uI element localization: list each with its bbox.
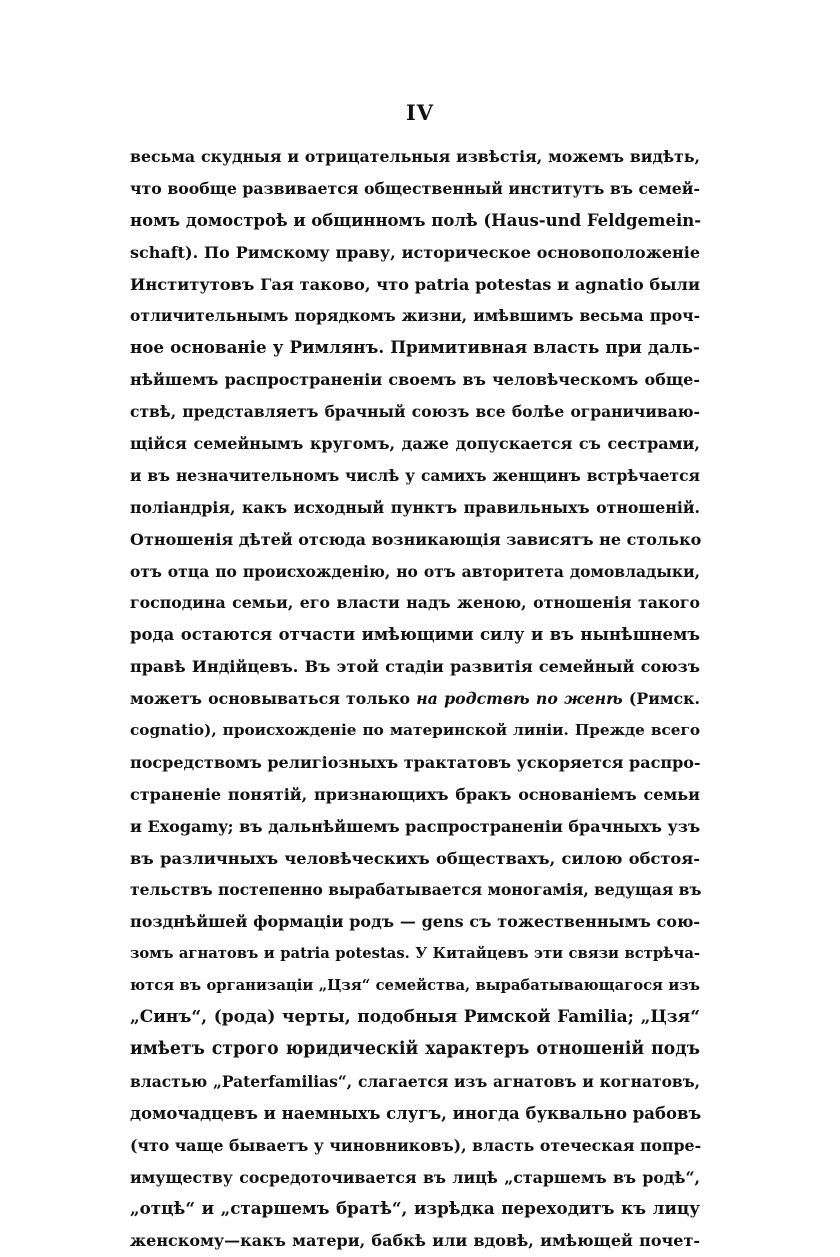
text-line: нѣйшемъ распространеніи своемъ въ человѣческомъ обще- bbox=[130, 370, 700, 390]
text-line: cognatio), происхожденіе по материнской линіи. Прежде всего bbox=[130, 721, 700, 740]
text-line: отъ отца по происхожденію, но отъ авторитета домовладыки, bbox=[130, 561, 700, 581]
text-line: и въ незначительномъ числѣ у самихъ женщинъ встрѣчается bbox=[130, 465, 700, 485]
text-line: Институтовъ Гая таково, что patria potestas и agnatio были bbox=[130, 274, 700, 294]
text-line: поліандрія, какъ исходный пунктъ правильныхъ отношеній. bbox=[130, 497, 700, 517]
text-line: ются въ организаціи „Цзя“ семейства, вырабатывающагося изъ bbox=[130, 977, 700, 995]
text-line: отличительнымъ порядкомъ жизни, имѣвшимъ весьма проч- bbox=[130, 306, 700, 326]
text-line: позднѣйшей формаціи родъ — gens съ тожественнымъ сою- bbox=[130, 912, 700, 932]
text-line-with-italic bbox=[130, 683, 700, 715]
text-line: (что чаще бываетъ у чиновниковъ), власть отеческая попре- bbox=[130, 1135, 702, 1155]
text-line: рода остаются отчасти имѣющими силу и въ нынѣшнемъ bbox=[130, 625, 700, 645]
text-line: и Exogamy; въ дальнѣйшемъ распространеніи брачныхъ узъ bbox=[130, 816, 701, 836]
body-text bbox=[130, 141, 700, 1257]
italic-phrase: на родствѣ по женѣ bbox=[416, 689, 623, 709]
text-line: schaft). По Римскому праву, историческое основоположеніе bbox=[130, 242, 700, 262]
text-line: страненіе понятій, признающихъ бракъ основаніемъ семьи bbox=[130, 784, 700, 804]
text-line: женскому—какъ матери, бабкѣ или вдовѣ, имѣющей почет- bbox=[130, 1231, 700, 1251]
text-line: господина семьи, его власти надъ женою, отношенія такого bbox=[130, 593, 700, 613]
text-segment: можетъ основываться только bbox=[130, 689, 417, 709]
text-line: что вообще развивается общественный институтъ въ семей- bbox=[130, 178, 700, 198]
text-line: ное основаніе у Римлянъ. Примитивная власть при даль- bbox=[130, 337, 700, 358]
text-segment: (Римск. bbox=[622, 689, 701, 709]
text-line: имѣетъ строго юридическій характеръ отношеній подъ bbox=[130, 1038, 700, 1059]
text-line: номъ домостроѣ и общинномъ полѣ (Haus-und Feldgemein- bbox=[130, 210, 702, 230]
page-number: IV bbox=[405, 100, 435, 125]
text-line: правѣ Индійцевъ. Въ этой стадіи развитія семейный союзъ bbox=[130, 657, 700, 677]
text-line: имуществу сосредоточивается въ лицѣ „старшемъ въ родѣ“, bbox=[130, 1167, 700, 1187]
text-line: въ различныхъ человѣческихъ обществахъ, силою обстоя- bbox=[130, 848, 700, 868]
text-line: властью „Paterfamilias“, слагается изъ агнатовъ и когнатовъ, bbox=[130, 1071, 700, 1091]
text-line: Отношенія дѣтей отсюда возникающія зависятъ не столько bbox=[130, 529, 702, 549]
text-line: зомъ агнатовъ и patria potestas. У Китайцевъ эти связи встрѣча- bbox=[130, 945, 700, 963]
text-line: тельствъ постепенно вырабатывается моногамія, ведущая въ bbox=[130, 880, 702, 900]
text-line: щійся семейнымъ кругомъ, даже допускается съ сестрами, bbox=[130, 434, 700, 454]
text-line: „Синъ“, (рода) черты, подобныя Римской Familia; „Цзя“ bbox=[130, 1007, 700, 1028]
text-line: „отцѣ“ и „старшемъ братѣ“, изрѣдка переходитъ къ лицу bbox=[130, 1198, 700, 1219]
text-line: домочадцевъ и наемныхъ слугъ, иногда буквально рабовъ bbox=[130, 1103, 702, 1123]
text-line: весьма скудныя и отрицательныя извѣстія, можемъ видѣть, bbox=[130, 147, 700, 166]
text-line: ствѣ, представляетъ брачный союзъ все болѣе ограничиваю- bbox=[130, 402, 700, 422]
text-line: посредствомъ религіозныхъ трактатовъ ускоряется распро- bbox=[130, 752, 701, 772]
